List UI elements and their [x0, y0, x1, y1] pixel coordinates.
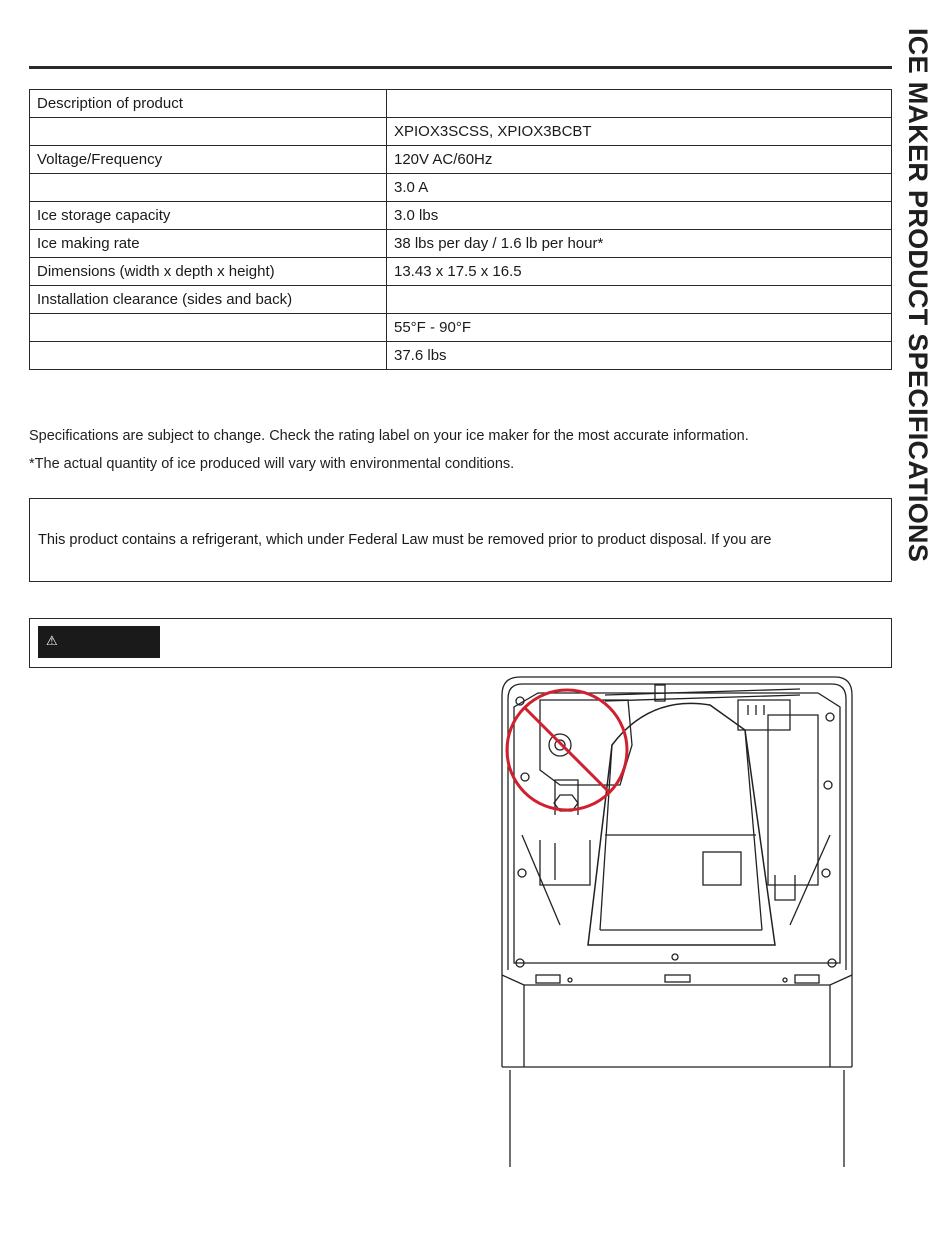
spec-value: 55°F - 90°F: [387, 314, 892, 342]
ice-chute-edge: [600, 745, 612, 930]
control-box: [768, 715, 818, 885]
ice-chute: [588, 703, 775, 945]
spec-value: 37.6 lbs: [387, 342, 892, 370]
spec-value: XPIOX3SCSS, XPIOX3BCBT: [387, 118, 892, 146]
wire-harness: [775, 875, 795, 900]
table-row: [30, 314, 892, 342]
mount-hole: [672, 954, 678, 960]
spec-value: [387, 286, 892, 314]
spec-label: Ice storage capacity: [30, 202, 387, 230]
mount-hole: [521, 773, 529, 781]
front-screw: [568, 978, 572, 982]
spec-change-note: Specifications are subject to change. Check the rating label on your ice maker for the most accurate information.: [29, 428, 749, 444]
spec-value: [387, 90, 892, 118]
spec-label: [30, 174, 387, 202]
header-rule: [29, 66, 892, 69]
spec-label: [30, 118, 387, 146]
spec-value: 13.43 x 17.5 x 16.5: [387, 258, 892, 286]
spec-label: Dimensions (width x depth x height): [30, 258, 387, 286]
spec-label: Installation clearance (sides and back): [30, 286, 387, 314]
table-row: [30, 258, 892, 286]
spec-table: [29, 89, 892, 370]
spec-label: Ice making rate: [30, 230, 387, 258]
ice-quantity-note: *The actual quantity of ice produced will vary with environmental conditions.: [29, 456, 515, 472]
table-row: [30, 286, 892, 314]
spec-label: Voltage/Frequency: [30, 146, 387, 174]
side-title-text: ICE MAKER PRODUCT SPECIFICATIONS: [903, 28, 933, 563]
spec-value: 38 lbs per day / 1.6 lb per hour*: [387, 230, 892, 258]
warning-icon: ⚠: [46, 633, 58, 648]
table-row: [30, 230, 892, 258]
refrigerant-notice-text: This product contains a refrigerant, which under Federal Law must be removed prior to product disposal. If you are: [38, 532, 772, 548]
spec-label: [30, 342, 387, 370]
spec-label: Description of product: [30, 90, 387, 118]
spec-value: 3.0 A: [387, 174, 892, 202]
mount-hole: [518, 869, 526, 877]
front-slot-right: [795, 975, 819, 983]
front-slot-left: [536, 975, 560, 983]
table-row: [30, 118, 892, 146]
warning-box: [29, 618, 892, 668]
front-screw: [783, 978, 787, 982]
ice-maker-drawing: [500, 675, 860, 1170]
housing-inner-outline: [508, 684, 846, 970]
valve-housing: [540, 700, 632, 785]
spec-value: 120V AC/60Hz: [387, 146, 892, 174]
table-row: [30, 146, 892, 174]
table-row: [30, 174, 892, 202]
spec-label: [30, 314, 387, 342]
refrigerant-notice-box: [29, 498, 892, 582]
mount-hole: [822, 869, 830, 877]
warning-badge: [38, 626, 160, 658]
mount-hole: [824, 781, 832, 789]
mount-hole: [826, 713, 834, 721]
connector-pins: [748, 705, 764, 715]
brace: [790, 835, 830, 925]
table-row: [30, 90, 892, 118]
brace: [522, 835, 560, 925]
table-row: [30, 202, 892, 230]
chute-label-plate: [703, 852, 741, 885]
refrigerant-line: [605, 689, 800, 695]
table-row: [30, 342, 892, 370]
control-bracket: [540, 840, 590, 885]
front-slot-center: [665, 975, 690, 982]
spec-value: 3.0 lbs: [387, 202, 892, 230]
section-side-title: [893, 28, 945, 648]
